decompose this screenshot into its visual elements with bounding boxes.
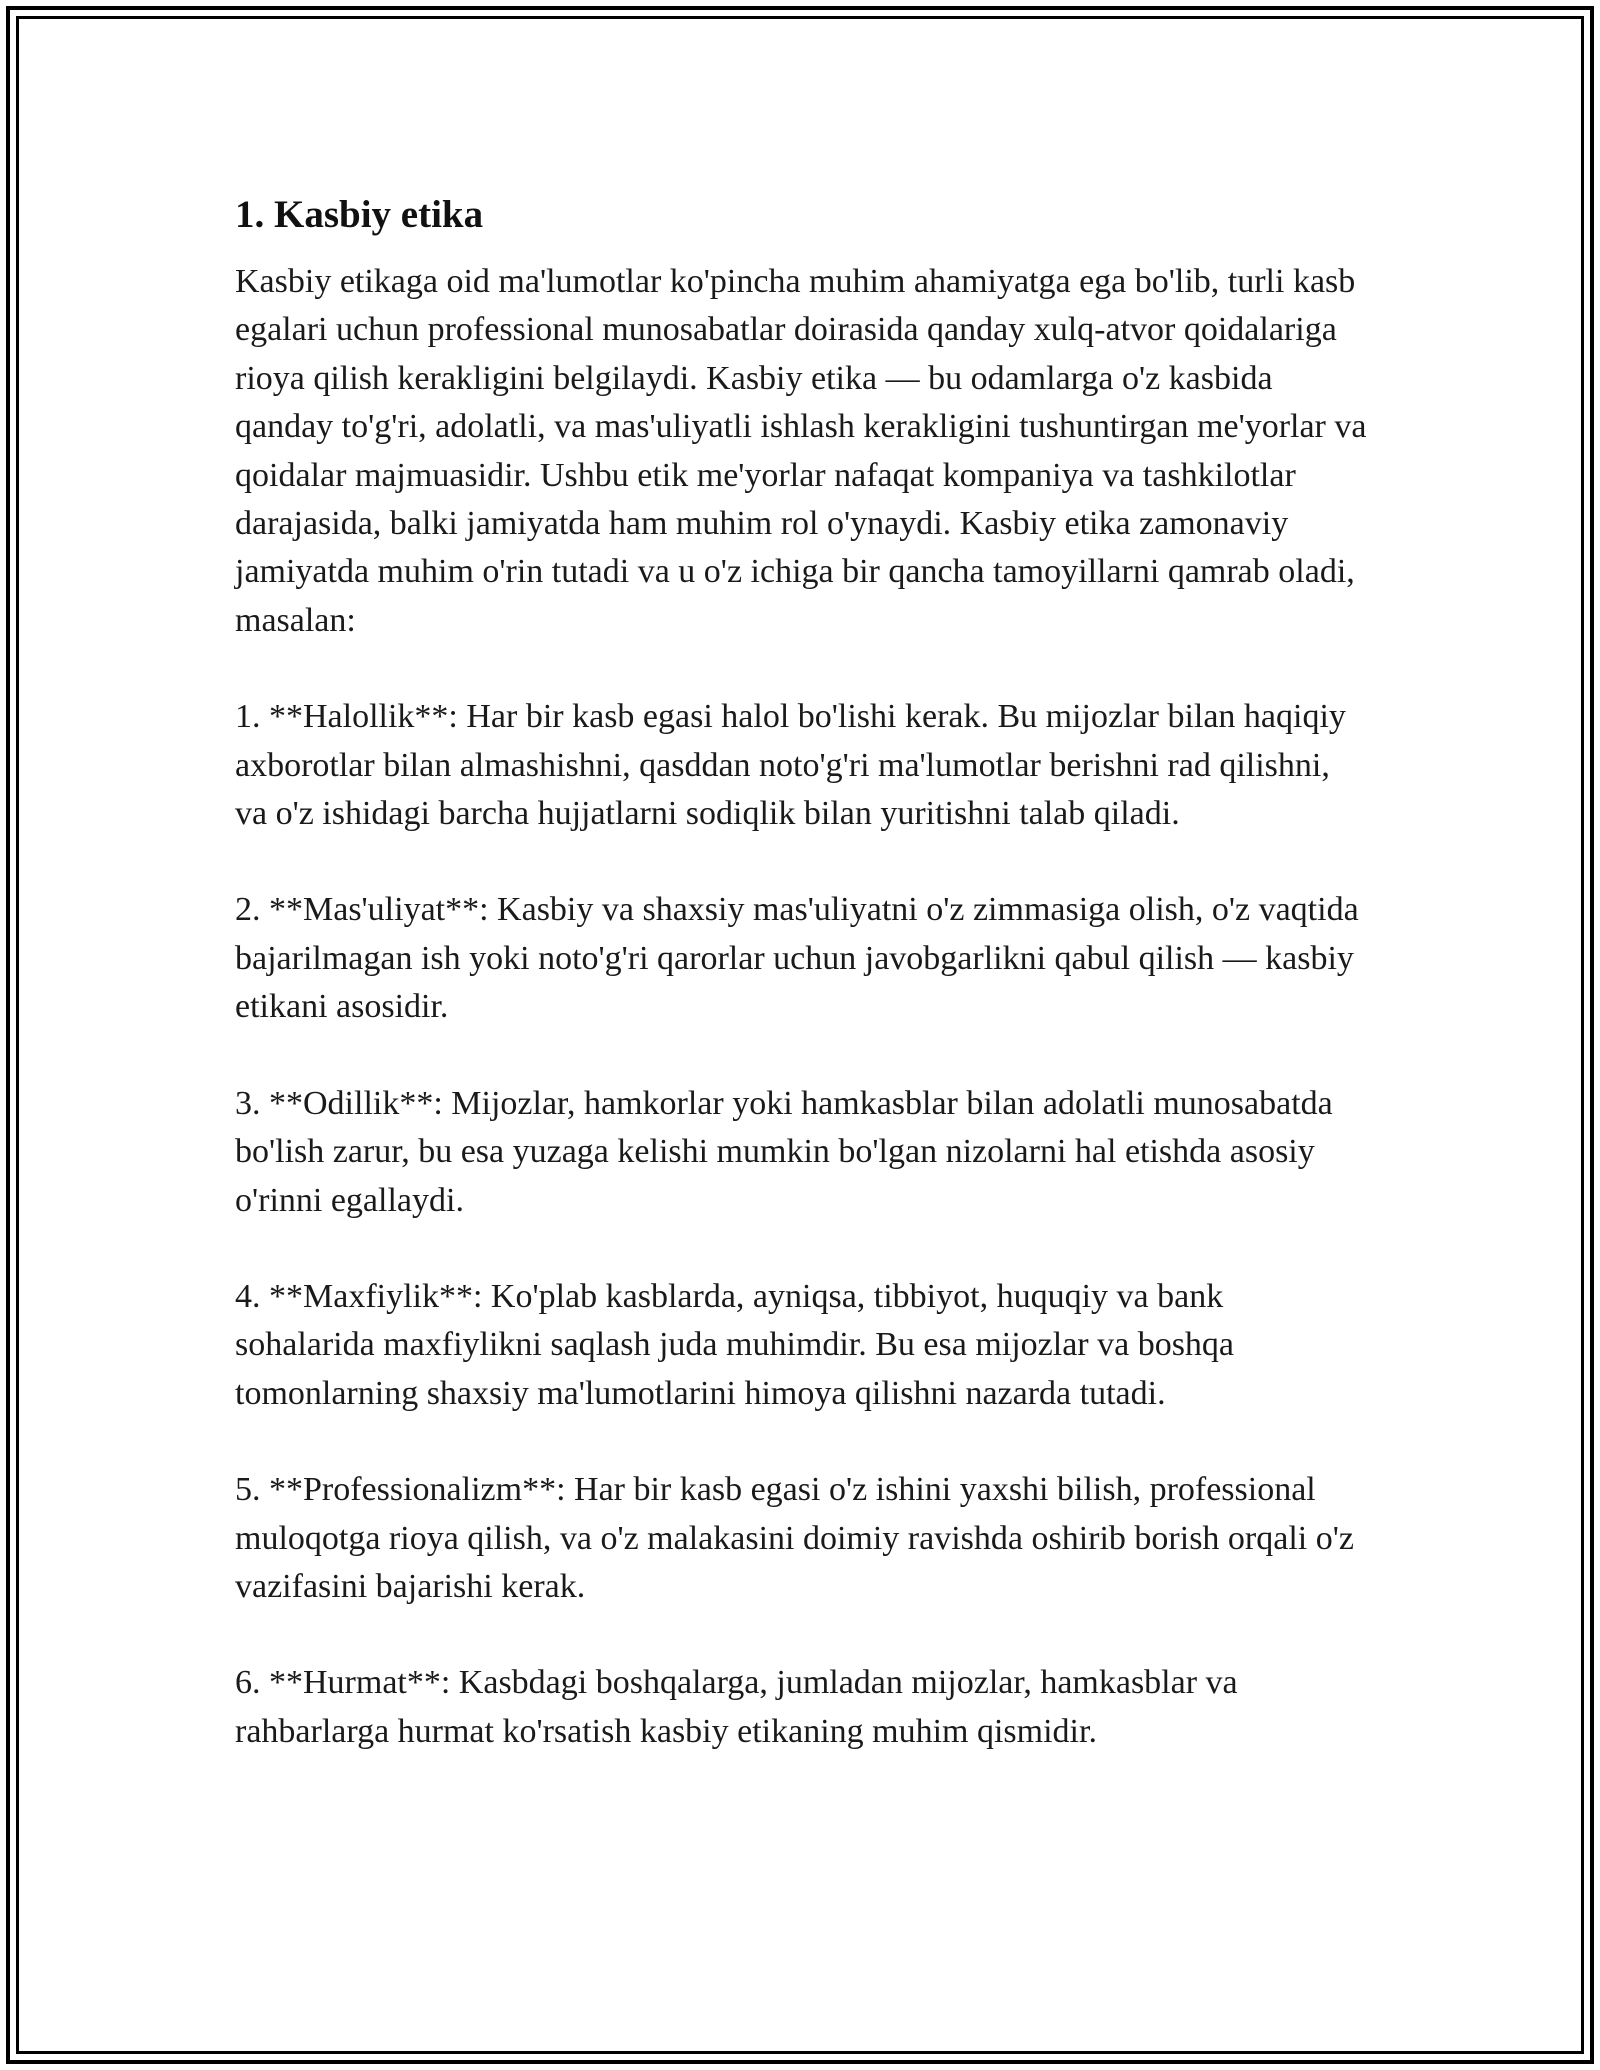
principle-respect: 6. **Hurmat**: Kasbdagi boshqalarga, jumladan mijozlar, hamkasblar va rahbarlarga hurmat ko'rsatish kasbiy etikaning muhim qismidir. (235, 1664, 1238, 1750)
principle-professionalism: 5. **Professionalizm**: Har bir kasb egasi o'z ishini yaxshi bilish, professional muloqotga rioya qilish, va o'z malakasini doimiy ravishda oshirib borish orqali o'z vazifasini bajarishi kerak. (235, 1471, 1354, 1605)
principle-fairness: 3. **Odillik**: Mijozlar, hamkorlar yoki hamkasblar bilan adolatli munosabatda bo'lish zarur, bu esa yuzaga kelishi mumkin bo'lgan nizolarni hal etishda asosiy o'rinni egallaydi. (235, 1084, 1333, 1219)
section-heading: 1. Kasbiy etika (235, 193, 484, 236)
document-body (235, 188, 1370, 1804)
principle-honesty: 1. **Halollik**: Har bir kasb egasi halol bo'lishi kerak. Bu mijozlar bilan haqiqiy axborotlar bilan almashishni, qasddan noto'g'ri ma'lumotlar berishni rad qilishni, va o'z ishidagi barcha hujjatlarni sodiqlik bilan yuritishni talab qiladi. (235, 698, 1346, 833)
principle-responsibility: 2. **Mas'uliyat**: Kasbiy va shaxsiy mas'uliyatni o'z zimmasiga olish, o'z vaqtida bajarilmagan ish yoki noto'g'ri qarorlar uchun javobgarlikni qabul qilish — kasbiy etikani asosidir. (235, 891, 1359, 1026)
principle-confidentiality: 4. **Maxfiylik**: Ko'plab kasblarda, ayniqsa, tibbiyot, huquqiy va bank sohalarida maxfiylikni saqlash juda muhimdir. Bu esa mijozlar va boshqa tomonlarning shaxsiy ma'lumotlarini himoya qilishni nazarda tutadi. (235, 1277, 1235, 1412)
intro-paragraph: Kasbiy etikaga oid ma'lumotlar ko'pincha muhim ahamiyatga ega bo'lib, turli kasb egalari uchun professional munosabatlar doirasida qanday xulq-atvor qoidalariga rioya qilish kerakligini belgilaydi. Kasbiy etika — bu odamlarga o'z kasbida qanday to'g'ri, adolatli, va mas'uliyatli ishlash kerakligini tushuntirgan me'yorlar va qoidalar majmuasidir. Ushbu etik me'yorlar nafaqat kompaniya va tashkilotlar darajasida, balki jamiyatda ham muhim rol o'ynaydi. Kasbiy etika zamonaviy jamiyatda muhim o'rin tutadi va u o'z ichiga bir qancha tamoyillarni qamrab oladi, masalan: (235, 263, 1367, 639)
